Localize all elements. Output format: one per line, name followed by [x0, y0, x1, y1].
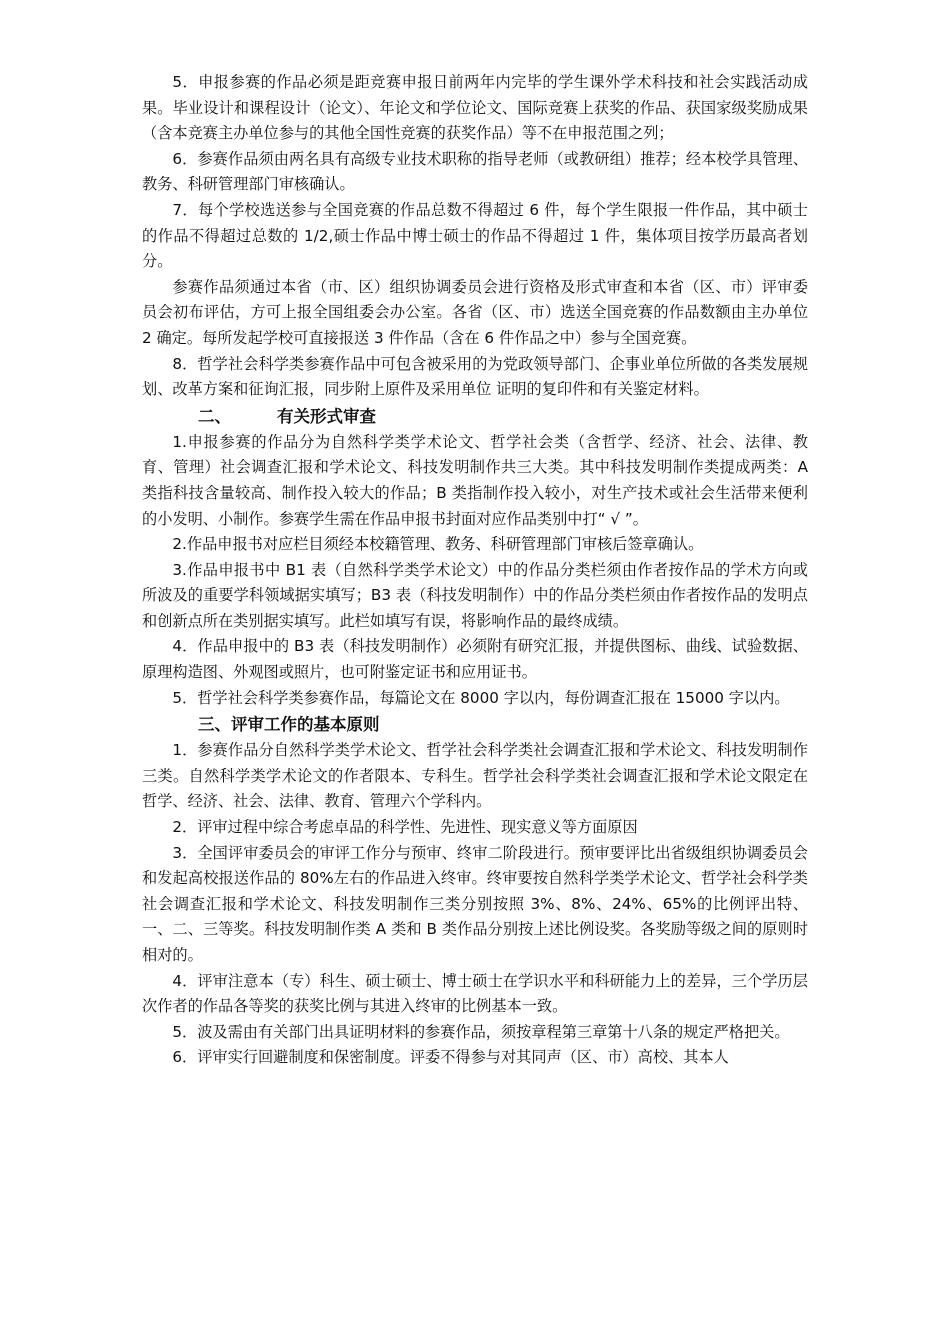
paragraph-item-8: 8．哲学社会科学类参赛作品中可包含被采用的为党政领导部门、企事业单位所做的各类发展规划、改革方案和征询汇报，同步附上原件及采用单位 证明的复印件和有关鉴定材料。: [142, 354, 808, 399]
document-page: [142, 70, 808, 1071]
paragraph-item-6: 6．参赛作品须由两名具有高级专业技术职称的指导老师（或教研组）推荐；经本校学具管理、教务、科研管理部门审核确认。: [142, 149, 808, 194]
paragraph-form-4: 4．作品申报中的 B3 表（科技发明制作）必须附有研究汇报，并提供图标、曲线、试验数据、原理构造图、外观图或照片，也可附鉴定证书和应用证书。: [142, 637, 808, 682]
section-number: 二、: [198, 406, 231, 426]
section-title: 有关形式审查: [276, 406, 376, 426]
paragraph-form-3: 3.作品申报书中 B1 表（自然科学类学术论文）中的作品分类栏须由作者按作品的学术方向或所波及的重要学科领域据实填写；B3 表（科技发明制作）中的作品分类栏须由作者按作品的发明点和创新点所在类别据实填写。此栏如填写有误，将影响作品的最终成绩。: [142, 560, 808, 630]
section-heading-three: 三、评审工作的基本原则: [198, 715, 380, 735]
paragraph-principle-4: 4．评审注意本（专）科生、硕士硕士、博士硕士在学识水平和科研能力上的差异，三个学历层次作者的作品各等奖的获奖比例与其进入终审的比例基本一致。: [142, 971, 808, 1016]
paragraph-principle-5: 5．波及需由有关部门出具证明材料的参赛作品，须按章程第三章第十八条的规定严格把关。: [172, 1022, 790, 1041]
paragraph-submission-note: 参赛作品须通过本省（市、区）组织协调委员会进行资格及形式审查和本省（区、市）评审委员会初布评估，方可上报全国组委会办公室。各省（区、市）选送全国竞赛的作品数额由主办单位 2 确定。每所发起学校可直接报送 3 件作品（含在 6 件作品之中）参与全国竞赛。: [142, 277, 808, 347]
paragraph-form-1: 1.申报参赛的作品分为自然科学类学术论文、哲学社会类（含哲学、经济、社会、法律、教育、管理）社会调查汇报和学术论文、科技发明制作共三大类。其中科技发明制作类提成两类：A 类指科技含量较高、制作投入较大的作品；B 类指制作投入较小，对生产技术或社会生活带来便利的小发明、小制作。参赛学生需在作品申报书封面对应作品类别中打“ √ ”。: [142, 432, 808, 528]
paragraph-principle-6: 6．评审实行回避制度和保密制度。评委不得参与对其同声（区、市）高校、其本人: [172, 1048, 729, 1067]
paragraph-form-2: 2.作品申报书对应栏目须经本校籍管理、教务、科研管理部门审核后签章确认。: [172, 535, 704, 554]
paragraph-principle-1: 1．参赛作品分自然科学类学术论文、哲学社会科学类社会调查汇报和学术论文、科技发明制作三类。自然科学类学术论文的作者限本、专科生。哲学社会科学类社会调查汇报和学术论文限定在哲学、经济、社会、法律、教育、管理六个学科内。: [142, 741, 808, 811]
section-heading-two: [142, 403, 808, 430]
paragraph-principle-3: 3．全国评审委员会的审评工作分与预审、终审二阶段进行。预审要评比出省级组织协调委员会和发起高校报送作品的 80%左右的作品进入终审。终审要按自然科学类学术论文、哲学社会科学类社会调查汇报和学术论文、科技发明制作三类分别按照 3%、8%、24%、65%的比例评出特、一、二、三等奖。科技发明制作类 A 类和 B 类作品分别按上述比例设奖。各奖励等级之间的原则时相对的。: [142, 843, 808, 964]
paragraph-form-5: 5．哲学社会科学类参赛作品，每篇论文在 8000 字以内，每份调查汇报在 15000 字以内。: [172, 688, 790, 707]
paragraph-principle-2: 2．评审过程中综合考虑卓品的科学性、先进性、现实意义等方面原因: [172, 818, 638, 837]
paragraph-item-7: 7．每个学校选送参与全国竞赛的作品总数不得超过 6 件，每个学生限报一件作品，其中硕士的作品不得超过总数的 1/2,硕士作品中博士硕士的作品不得超过 1 件，集体项目按学历最高者划分。: [142, 200, 808, 271]
paragraph-item-5: 5．申报参赛的作品必须是距竞赛申报日前两年内完毕的学生课外学术科技和社会实践活动成果。毕业设计和课程设计（论文）、年论文和学位论文、国际竞赛上获奖的作品、获国家级奖励成果（含本竞赛主办单位参与的其他全国性竞赛的获奖作品）等不在申报范围之列；: [142, 73, 808, 143]
